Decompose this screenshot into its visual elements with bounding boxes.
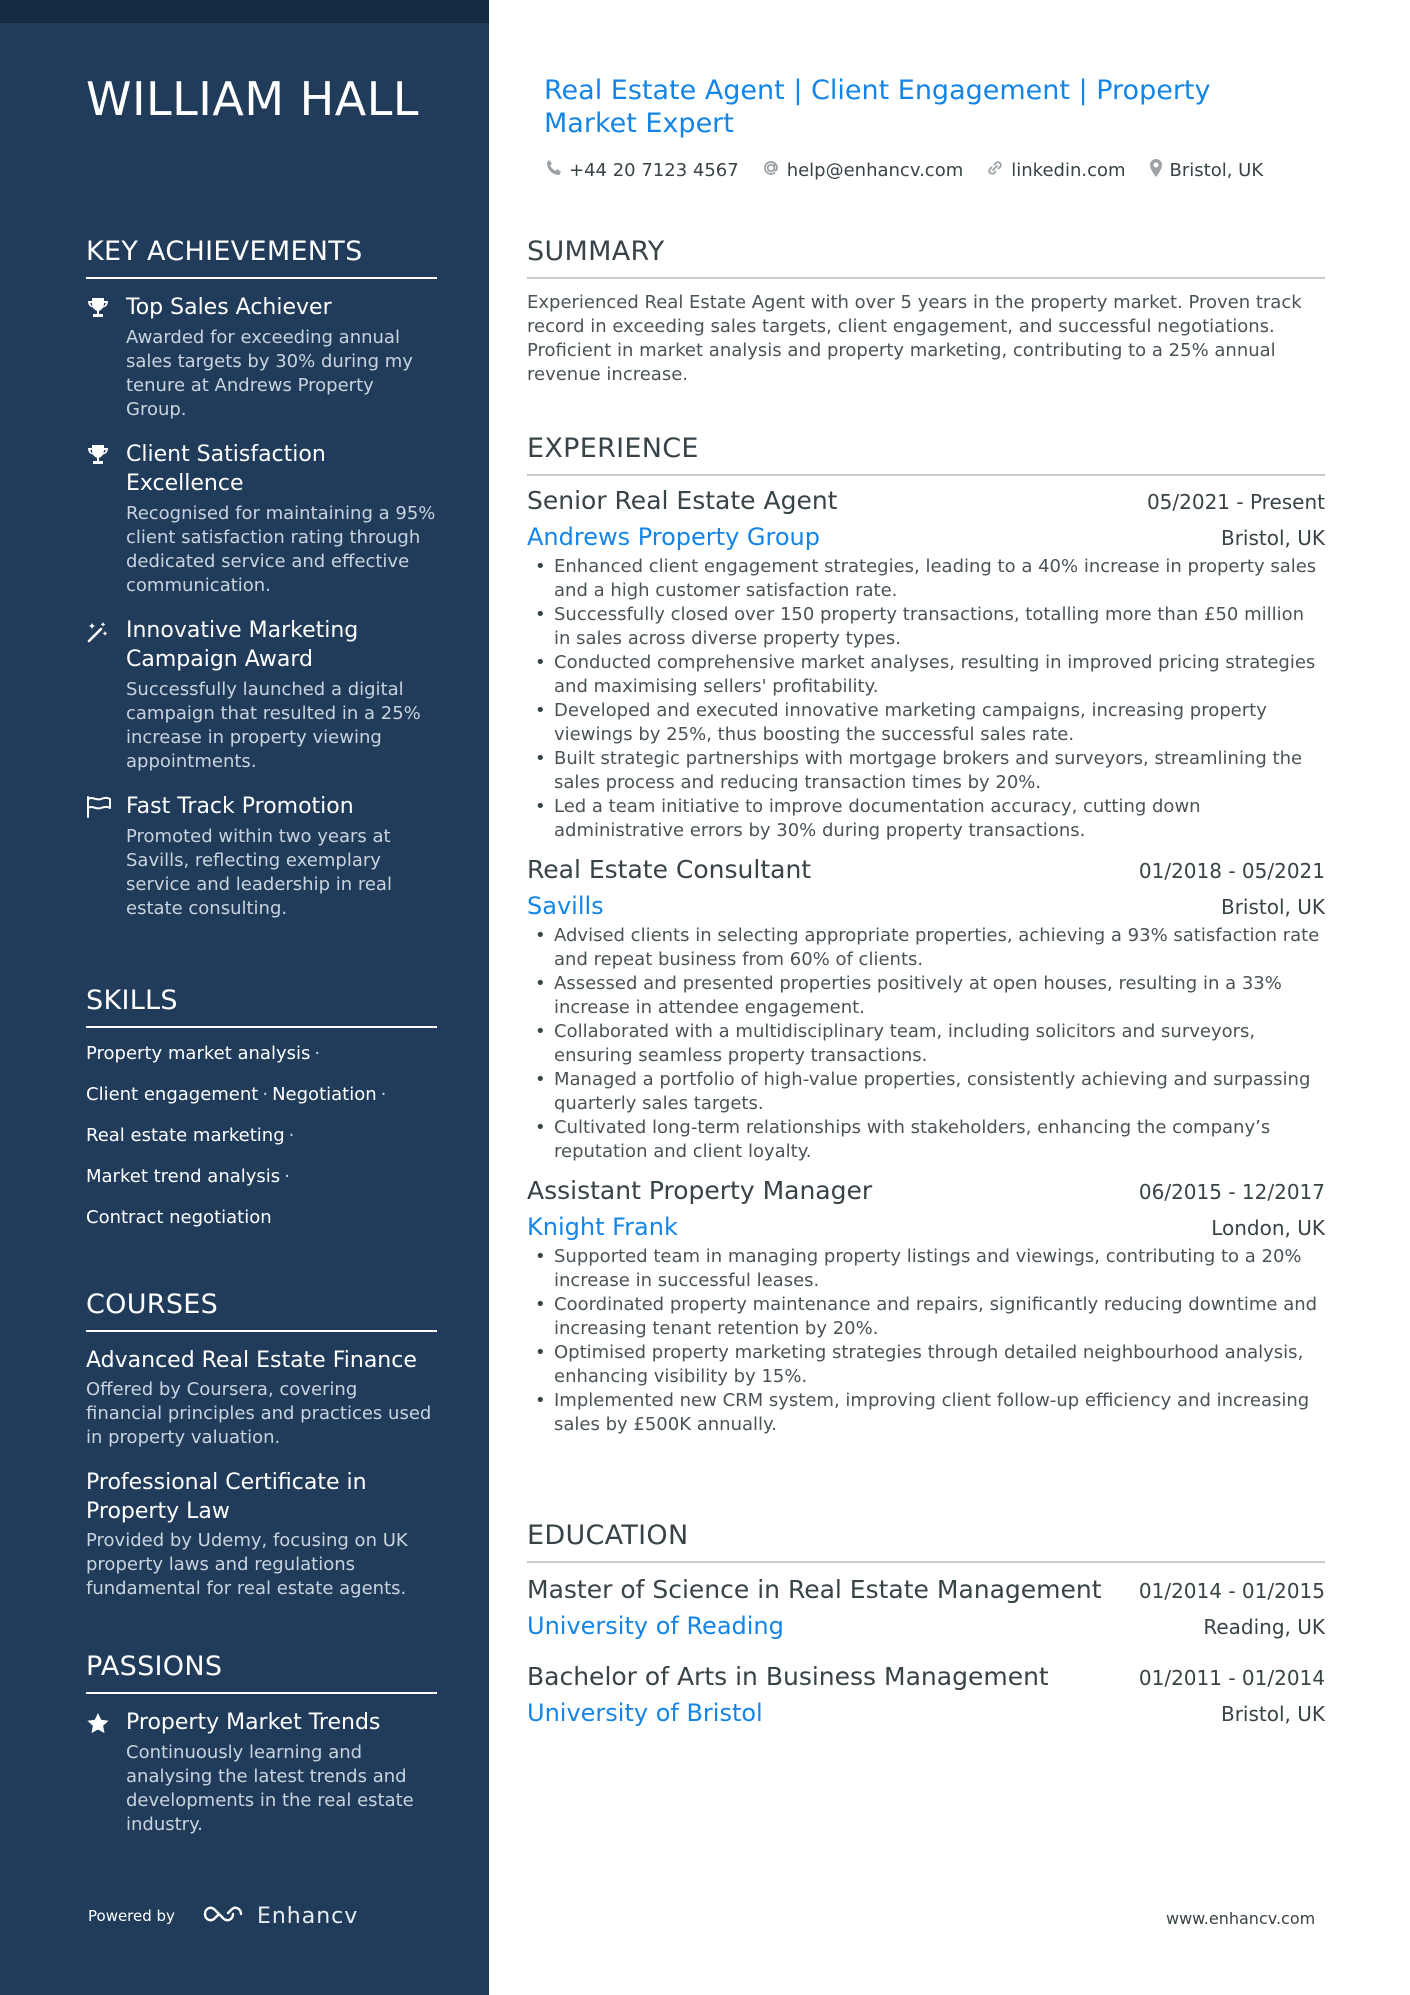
- linkedin-text: linkedin.com: [1011, 160, 1126, 181]
- skill-row: [86, 1124, 437, 1148]
- school-name: University of Bristol: [527, 1699, 763, 1727]
- bullet-item: • Cultivated long-term relationships with stakeholders, enhancing the company’s reputation and client loyalty.: [527, 1116, 1325, 1164]
- course-description: Provided by Udemy, focusing on UK property laws and regulations fundamental for real estate agents.: [86, 1530, 408, 1599]
- candidate-name: WILLIAM HALL: [86, 72, 419, 126]
- enhancv-logo-icon: [201, 1902, 249, 1930]
- course-title: Professional Certificate in Property Law: [86, 1470, 367, 1524]
- job-location: London, UK: [1211, 1216, 1325, 1240]
- education-section: [527, 1520, 1325, 1727]
- job-title: Senior Real Estate Agent: [527, 486, 838, 515]
- bullet-item: • Led a team initiative to improve documentation accuracy, cutting down administrative errors by 30% during property transactions.: [527, 795, 1325, 843]
- courses-heading: COURSES: [86, 1289, 437, 1332]
- skill-row: [86, 1042, 437, 1066]
- job-title: Real Estate Consultant: [527, 855, 812, 884]
- degree-title: Master of Science in Real Estate Management: [527, 1575, 1102, 1604]
- education-location: Reading, UK: [1203, 1615, 1325, 1639]
- job-dates: 01/2018 - 05/2021: [1138, 859, 1325, 883]
- skill-tag: Contract negotiation: [86, 1207, 272, 1228]
- skill-separator: ·: [262, 1084, 269, 1105]
- powered-by[interactable]: [88, 1902, 358, 1930]
- sidebar-top-bar: [0, 0, 489, 23]
- location-text: Bristol, UK: [1169, 160, 1264, 181]
- contact-location: [1148, 158, 1264, 183]
- skills-heading: SKILLS: [86, 985, 437, 1028]
- contact-bar: [545, 158, 1285, 183]
- experience-section: [527, 433, 1325, 1437]
- contact-linkedin[interactable]: [985, 158, 1125, 183]
- achievement-description: Recognised for maintaining a 95% client satisfaction rating through dedicated service and effective communication.: [126, 503, 436, 596]
- sidebar: [0, 0, 489, 1995]
- passions-section: [86, 1651, 437, 1855]
- bullet-item: • Collaborated with a multidisciplinary team, including solicitors and surveyors, ensuring seamless property transactions.: [527, 1020, 1325, 1068]
- job-dates: 06/2015 - 12/2017: [1138, 1180, 1325, 1204]
- job-company: Knight Frank: [527, 1213, 678, 1241]
- bullet-item: • Enhanced client engagement strategies, leading to a 40% increase in property sales and a high customer satisfaction rate.: [527, 555, 1325, 603]
- education-heading: EDUCATION: [527, 1520, 1325, 1563]
- skill-tag: Property market analysis: [86, 1043, 311, 1064]
- course-title: Advanced Real Estate Finance: [86, 1348, 417, 1373]
- at-icon: [761, 158, 787, 183]
- job-location: Bristol, UK: [1220, 895, 1325, 919]
- email-text: help@enhancv.com: [786, 160, 964, 181]
- skill-tag: Client engagement: [86, 1084, 259, 1105]
- achievement-description: Promoted within two years at Savills, reflecting exemplary service and leadership in real estate consulting.: [126, 826, 392, 919]
- contact-phone[interactable]: [545, 159, 739, 182]
- skill-separator: ·: [380, 1084, 387, 1105]
- course-description: Offered by Coursera, covering financial principles and practices used in property valuation.: [86, 1379, 432, 1448]
- bullet-item: • Built strategic partnerships with mortgage brokers and surveyors, streamlining the sales process and reducing transaction times by 20%.: [527, 747, 1325, 795]
- achievement-item: [86, 616, 437, 774]
- star-icon: [86, 1708, 126, 1837]
- job-company-row: [527, 523, 1325, 551]
- job-entry: [527, 855, 1325, 1164]
- achievement-item: [86, 792, 437, 921]
- passion-title: Property Market Trends: [126, 1710, 381, 1735]
- education-dates: 01/2011 - 01/2014: [1138, 1666, 1325, 1690]
- achievement-title: Top Sales Achiever: [126, 295, 332, 320]
- skill-tag: Market trend analysis: [86, 1166, 281, 1187]
- contact-email[interactable]: [761, 158, 964, 183]
- bullet-item: • Implemented new CRM system, improving client follow-up efficiency and increasing sales by £500K annually.: [527, 1389, 1325, 1437]
- bullet-item: • Supported team in managing property listings and viewings, contributing to a 20% increase in successful leases.: [527, 1245, 1325, 1293]
- education-entry: [527, 1575, 1325, 1640]
- skill-tag: Negotiation: [272, 1084, 377, 1105]
- summary-section: [527, 236, 1325, 387]
- skill-row: [86, 1165, 437, 1189]
- skill-row: [86, 1083, 437, 1107]
- job-dates: 05/2021 - Present: [1146, 490, 1325, 514]
- trophy-icon: [86, 440, 126, 598]
- education-location: Bristol, UK: [1220, 1702, 1325, 1726]
- job-entry: [527, 1176, 1325, 1437]
- headline: Real Estate Agent | Client Engagement | Property Market Expert: [544, 75, 1211, 139]
- job-header: [527, 1176, 1325, 1205]
- skill-row: [86, 1206, 437, 1230]
- job-bullets: [527, 924, 1325, 1164]
- job-title: Assistant Property Manager: [527, 1176, 873, 1205]
- skill-tag: Real estate marketing: [86, 1125, 285, 1146]
- trophy-icon: [86, 293, 126, 422]
- phone-text: +44 20 7123 4567: [569, 160, 739, 181]
- achievement-description: Successfully launched a digital campaign that resulted in a 25% increase in property viewing appointments.: [126, 679, 421, 772]
- skill-separator: ·: [288, 1125, 295, 1146]
- bullet-item: • Optimised property marketing strategies through detailed neighbourhood analysis, enhancing visibility by 15%.: [527, 1341, 1325, 1389]
- skills-list: [86, 1042, 437, 1230]
- job-company-row: [527, 892, 1325, 920]
- link-icon: [985, 158, 1011, 183]
- summary-text: Experienced Real Estate Agent with over 5 years in the property market. Proven track record in exceeding sales targets, client engagement, and successful negotiations. Proficient in market analysis and property marketing, contributing to a 25% annual revenue increase.: [527, 292, 1302, 385]
- bullet-item: • Advised clients in selecting appropriate properties, achieving a 93% satisfaction rate and repeat business from 60% of clients.: [527, 924, 1325, 972]
- job-entry: [527, 486, 1325, 843]
- skills-section: [86, 985, 437, 1247]
- job-company-row: [527, 1213, 1325, 1241]
- course-item: [86, 1468, 437, 1601]
- bullet-item: • Developed and executed innovative marketing campaigns, increasing property viewings by 25%, thus boosting the successful sales rate.: [527, 699, 1325, 747]
- job-header: [527, 855, 1325, 884]
- achievement-title: Innovative Marketing Campaign Award: [126, 618, 359, 672]
- footer-url[interactable]: www.enhancv.com: [1166, 1909, 1316, 1928]
- bullet-item: • Assessed and presented properties positively at open houses, resulting in a 33% increase in attendee engagement.: [527, 972, 1325, 1020]
- job-company: Andrews Property Group: [527, 523, 820, 551]
- job-company: Savills: [527, 892, 604, 920]
- job-location: Bristol, UK: [1220, 526, 1325, 550]
- courses-section: [86, 1289, 437, 1619]
- skill-separator: ·: [284, 1166, 290, 1187]
- bullet-item: • Managed a portfolio of high-value properties, consistently achieving and surpassing quarterly sales targets.: [527, 1068, 1325, 1116]
- job-bullets: [527, 1245, 1325, 1437]
- bullet-item: • Coordinated property maintenance and repairs, significantly reducing downtime and increasing tenant retention by 20%.: [527, 1293, 1325, 1341]
- school-name: University of Reading: [527, 1612, 784, 1640]
- course-item: [86, 1346, 437, 1450]
- bullet-item: • Conducted comprehensive market analyses, resulting in improved pricing strategies and maximising sellers' profitability.: [527, 651, 1325, 699]
- enhancv-brand: Enhancv: [256, 1903, 359, 1929]
- job-header: [527, 486, 1325, 515]
- achievement-item: [86, 293, 437, 422]
- education-school-row: [527, 1699, 1325, 1727]
- bullet-item: • Successfully closed over 150 property transactions, totalling more than £50 million in sales across diverse property types.: [527, 603, 1325, 651]
- achievement-title: Client Satisfaction Excellence: [126, 442, 326, 496]
- education-header: [527, 1575, 1325, 1604]
- magic-wand-icon: [86, 616, 126, 774]
- skill-separator: ·: [314, 1043, 321, 1064]
- location-pin-icon: [1148, 158, 1170, 183]
- powered-by-label: Powered by: [88, 1907, 175, 1925]
- summary-heading: SUMMARY: [527, 236, 1325, 279]
- passion-description: Continuously learning and analysing the latest trends and developments in the real estate industry.: [126, 1742, 414, 1835]
- achievement-item: [86, 440, 437, 598]
- phone-icon: [545, 159, 569, 182]
- job-bullets: [527, 555, 1325, 843]
- achievements-section: [86, 236, 437, 939]
- degree-title: Bachelor of Arts in Business Management: [527, 1662, 1049, 1691]
- education-header: [527, 1662, 1325, 1691]
- experience-heading: EXPERIENCE: [527, 433, 1325, 476]
- achievement-description: Awarded for exceeding annual sales targets by 30% during my tenure at Andrews Property Group.: [126, 327, 413, 420]
- education-school-row: [527, 1612, 1325, 1640]
- achievement-title: Fast Track Promotion: [126, 794, 354, 819]
- achievements-heading: KEY ACHIEVEMENTS: [86, 236, 437, 279]
- flag-icon: [86, 792, 126, 921]
- education-dates: 01/2014 - 01/2015: [1138, 1579, 1325, 1603]
- passions-heading: PASSIONS: [86, 1651, 437, 1694]
- education-entry: [527, 1662, 1325, 1727]
- passion-item: [86, 1708, 437, 1837]
